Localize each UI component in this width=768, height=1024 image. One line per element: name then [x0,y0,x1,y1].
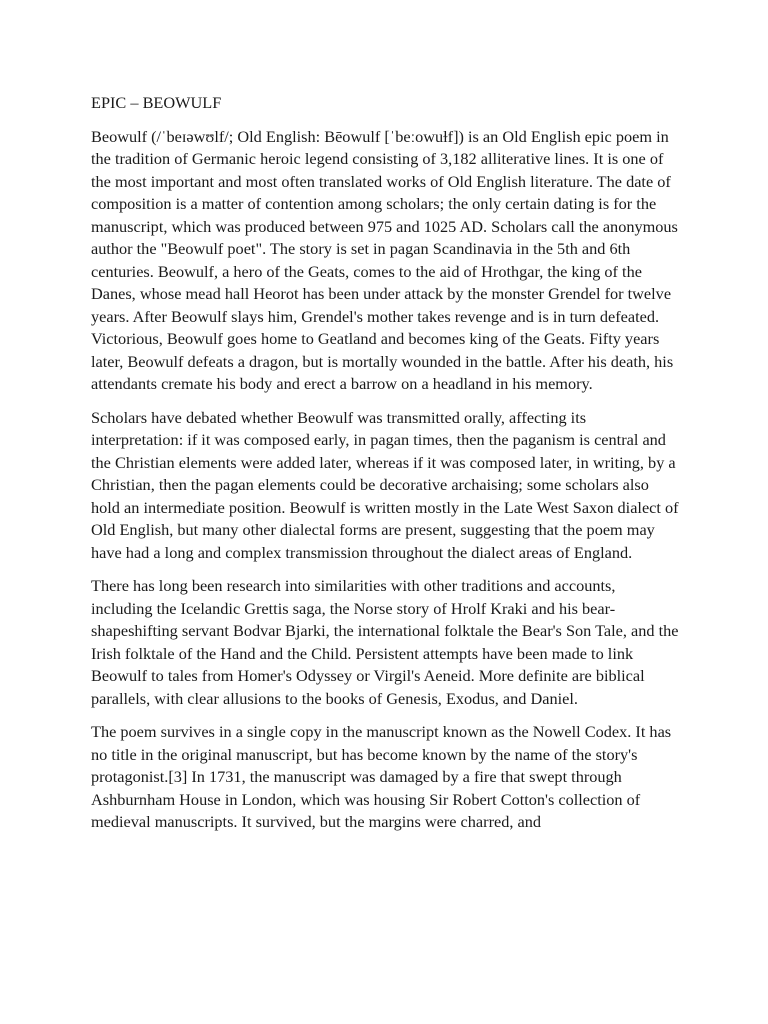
paragraph-intro: Beowulf (/ˈbeɪəwʊlf/; Old English: Bēowulf [ˈbeːowuɫf]) is an Old English epic poem in the tradition of Germanic heroic legend consisting of 3,182 alliterative lines. It is one of the most important and most often translated works of Old English literature. The date of composition is a matter of contention among scholars; the only certain dating is for the manuscript, which was produced between 975 and 1025 AD. Scholars call the anonymous author the "Beowulf poet". The story is set in pagan Scandinavia in the 5th and 6th centuries. Beowulf, a hero of the Geats, comes to the aid of Hrothgar, the king of the Danes, whose mead hall Heorot has been under attack by the monster Grendel for twelve years. After Beowulf slays him, Grendel's mother takes revenge and is in turn defeated. Victorious, Beowulf goes home to Geatland and becomes king of the Geats. Fifty years later, Beowulf defeats a dragon, but is mortally wounded in the battle. After his death, his attendants cremate his body and erect a barrow on a headland in his memory. [91,126,678,393]
paragraph-transmission: Scholars have debated whether Beowulf was transmitted orally, affecting its interpretation: if it was composed early, in pagan times, then the paganism is central and the Christian elements were added later, whereas if it was composed later, in writing, by a Christian, then the pagan elements could be decorative archaising; some scholars also hold an intermediate position. Beowulf is written mostly in the Late West Saxon dialect of Old English, but many other dialectal forms are present, suggesting that the poem may have had a long and complex transmission throughout the dialect areas of England. [91,407,679,562]
paragraph-manuscript: The poem survives in a single copy in the manuscript known as the Nowell Codex. It has no title in the original manuscript, but has become known by the name of the story's protagonist.[3] In 1731, the manuscript was damaged by a fire that swept through Ashburnham House in London, which was housing Sir Robert Cotton's collection of medieval manuscripts. It survived, but the margins were charred, and [91,722,672,831]
paragraph-analogues: There has long been research into similarities with other traditions and accounts, including the Icelandic Grettis saga, the Norse story of Hrolf Kraki and his bear-shapeshifting servant Bodvar Bjarki, the international folktale the Bear's Son Tale, and the Irish folktale of the Hand and the Child. Persistent attempts have been made to link Beowulf to tales from Homer's Odyssey or Virgil's Aeneid. More definite are biblical parallels, with clear allusions to the books of Genesis, Exodus, and Daniel. [91,576,679,708]
document-page [91,92,681,845]
document-title: EPIC – BEOWULF [91,93,222,112]
